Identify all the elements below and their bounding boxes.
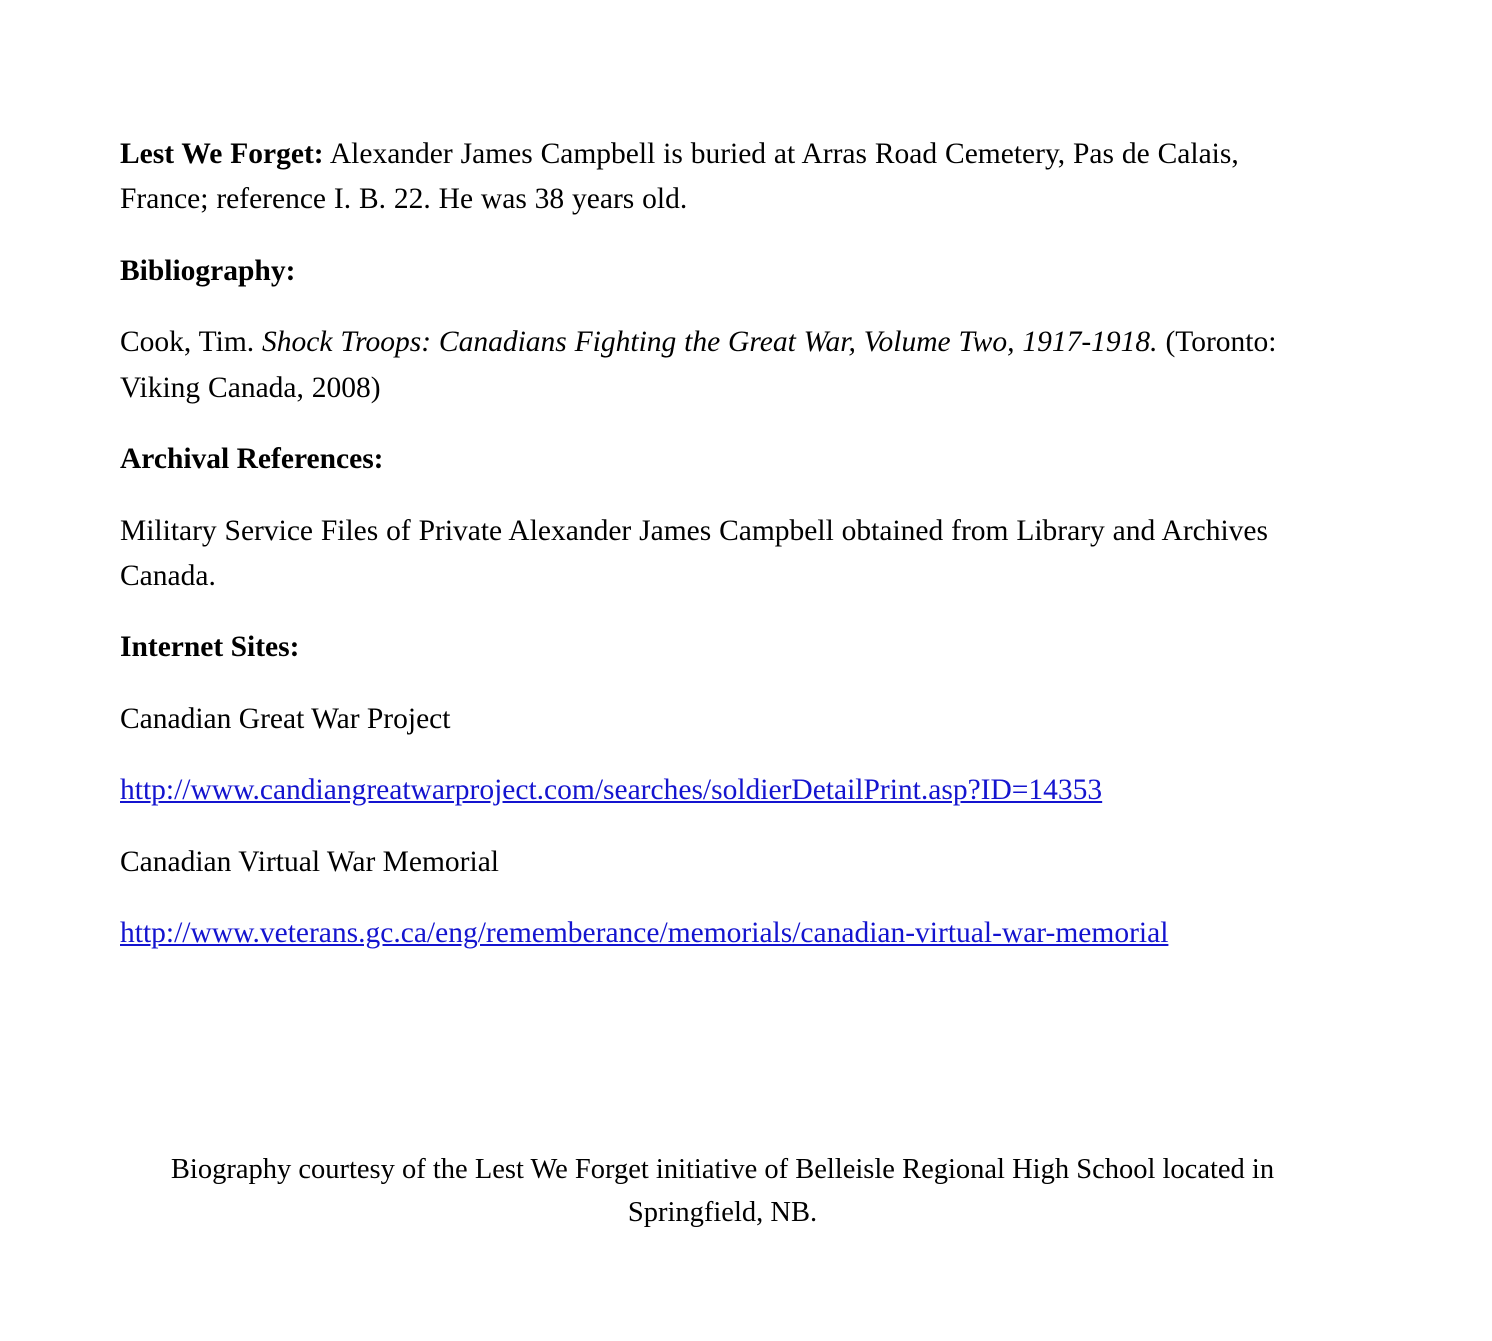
archival-references-body: Military Service Files of Private Alexander James Campbell obtained from Library and Archives Canada.	[120, 514, 1269, 592]
lest-we-forget-paragraph	[120, 132, 1330, 223]
footer-credit: Biography courtesy of the Lest We Forget initiative of Belleisle Regional High School located in Springfield, NB.	[170, 1154, 1275, 1229]
link-paragraph-canadian-great-war-project	[120, 768, 1330, 813]
citation-publisher: (Toronto: Viking Canada, 2008)	[120, 326, 1277, 404]
bibliography-heading: Bibliography:	[120, 254, 296, 287]
citation-title: Shock Troops: Canadians Fighting the Great War, Volume Two, 1917-1918.	[262, 326, 1158, 359]
lest-we-forget-body: Alexander James Campbell is buried at Arras Road Cemetery, Pas de Calais, France; reference I. B. 22. He was 38 years old.	[120, 138, 1239, 216]
link-paragraph-canadian-virtual-war-memorial	[120, 911, 1330, 956]
site-name-canadian-great-war-project: Canadian Great War Project	[120, 702, 451, 735]
link-canadian-great-war-project[interactable]: http://www.candiangreatwarproject.com/searches/soldierDetailPrint.asp?ID=14353	[120, 774, 1103, 807]
internet-sites-heading: Internet Sites:	[120, 631, 300, 664]
lest-we-forget-label: Lest We Forget:	[120, 138, 324, 170]
document-content	[120, 132, 1330, 982]
citation-author: Cook, Tim.	[120, 326, 263, 359]
archival-references-heading: Archival References:	[120, 443, 384, 476]
bibliography-citation	[120, 320, 1330, 411]
link-canadian-virtual-war-memorial[interactable]: http://www.veterans.gc.ca/eng/rememberance/memorials/canadian-virtual-war-memorial	[120, 917, 1169, 950]
site-name-canadian-virtual-war-memorial: Canadian Virtual War Memorial	[120, 845, 499, 878]
